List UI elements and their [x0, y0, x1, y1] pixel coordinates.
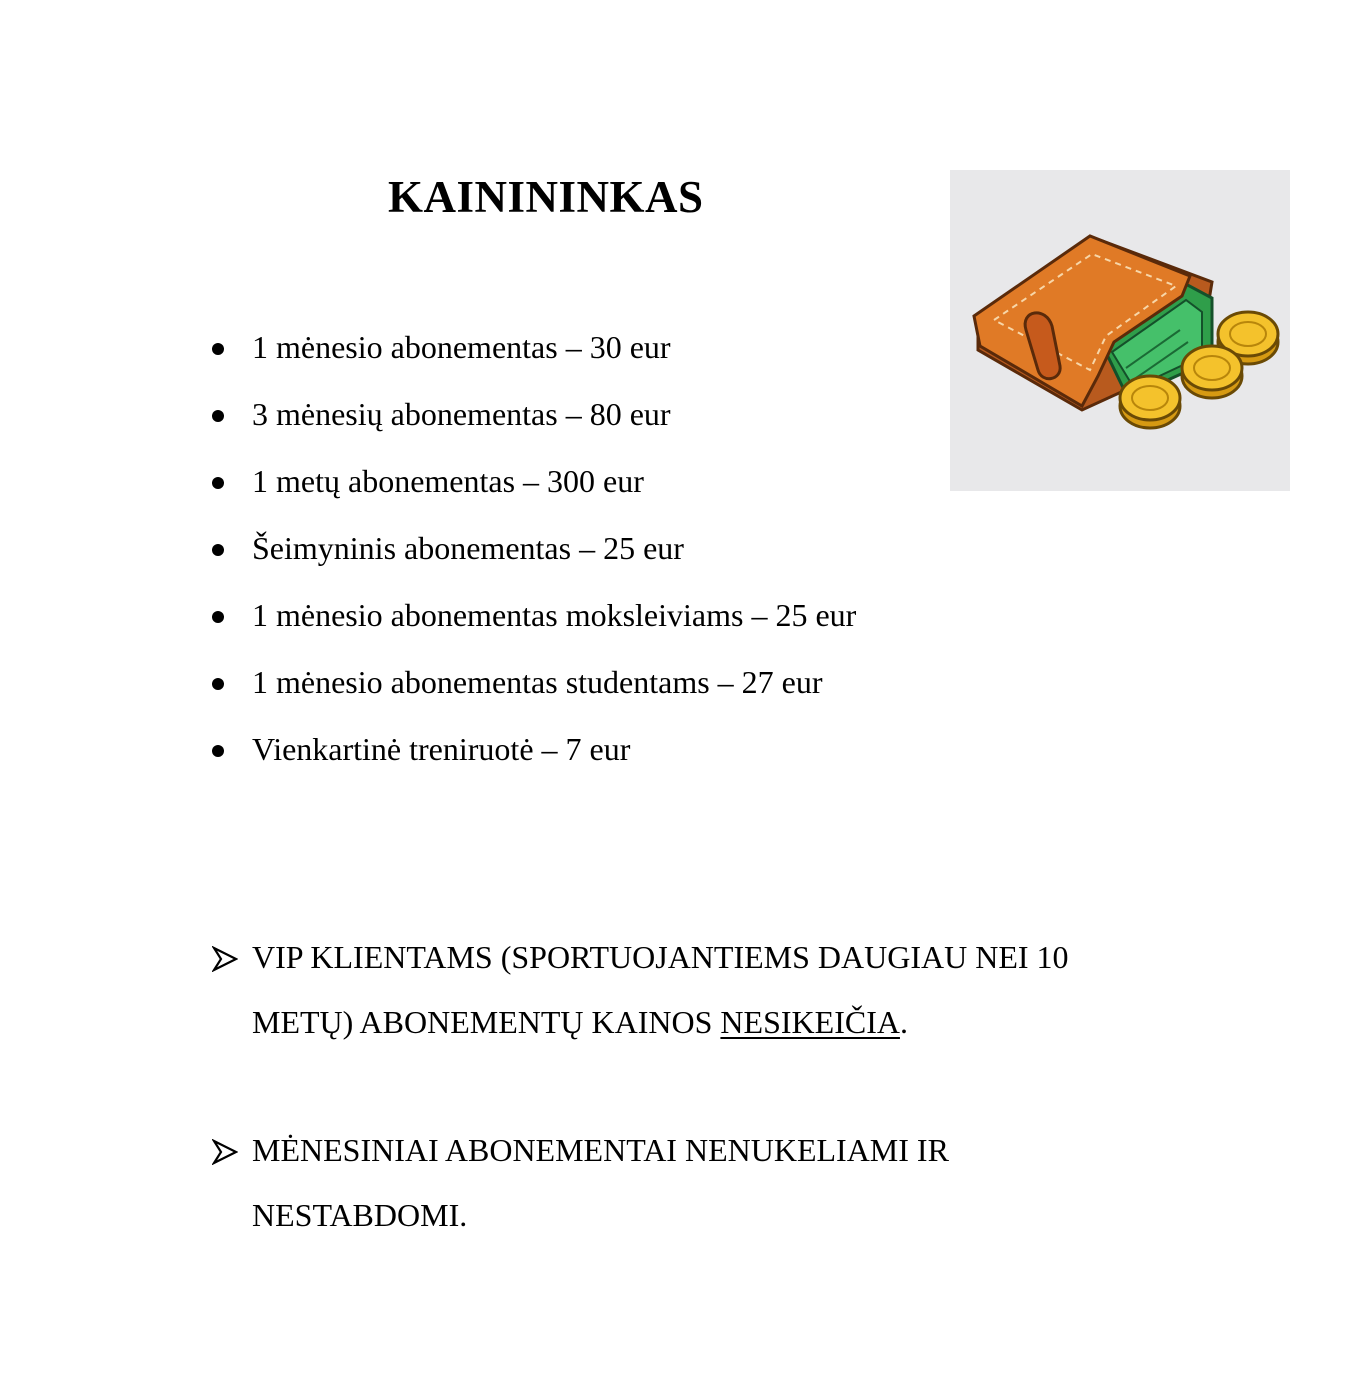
bullet-icon — [212, 544, 224, 556]
vip-note-line-2-prefix: METŲ) ABONEMENTŲ KAINOS — [252, 1004, 721, 1040]
vip-note-line-2-suffix: . — [899, 1004, 908, 1040]
monthly-note-line-2: NESTABDOMI. — [252, 1197, 468, 1233]
bullet-icon — [212, 678, 224, 690]
bullet-icon — [212, 477, 224, 489]
wallet-image — [950, 170, 1290, 491]
bullet-icon — [212, 410, 224, 422]
vip-note-line-2 — [252, 990, 1232, 1055]
wallet-with-coins-icon — [950, 170, 1290, 491]
price-item-text: 1 metų abonementas – 300 eur — [252, 463, 644, 499]
arrow-bullet-icon — [212, 946, 238, 972]
price-item-text: 3 mėnesių abonementas – 80 eur — [252, 396, 671, 432]
page-title: KAINININKAS — [388, 172, 704, 222]
vip-note-text — [252, 925, 1232, 1055]
vip-note-emphasis: NESIKEIČIA — [720, 1004, 900, 1040]
monthly-note-line-1: MĖNESINIAI ABONEMENTAI NENUKELIAMI IR — [252, 1132, 949, 1168]
price-item-text: 1 mėnesio abonementas – 30 eur — [252, 329, 671, 365]
monthly-note-text — [252, 1118, 1232, 1248]
price-item-text: Šeimyninis abonementas – 25 eur — [252, 530, 684, 566]
arrow-bullet-icon — [212, 1139, 238, 1165]
vip-note-line-1: VIP KLIENTAMS (SPORTUOJANTIEMS DAUGIAU NEI 10 — [252, 939, 1069, 975]
price-item-text: 1 mėnesio abonementas moksleiviams – 25 eur — [252, 597, 857, 633]
bullet-icon — [212, 745, 224, 757]
price-item-text: Vienkartinė treniruotė – 7 eur — [252, 731, 631, 767]
bullet-icon — [212, 611, 224, 623]
bullet-icon — [212, 343, 224, 355]
price-item-text: 1 mėnesio abonementas studentams – 27 eur — [252, 664, 823, 700]
